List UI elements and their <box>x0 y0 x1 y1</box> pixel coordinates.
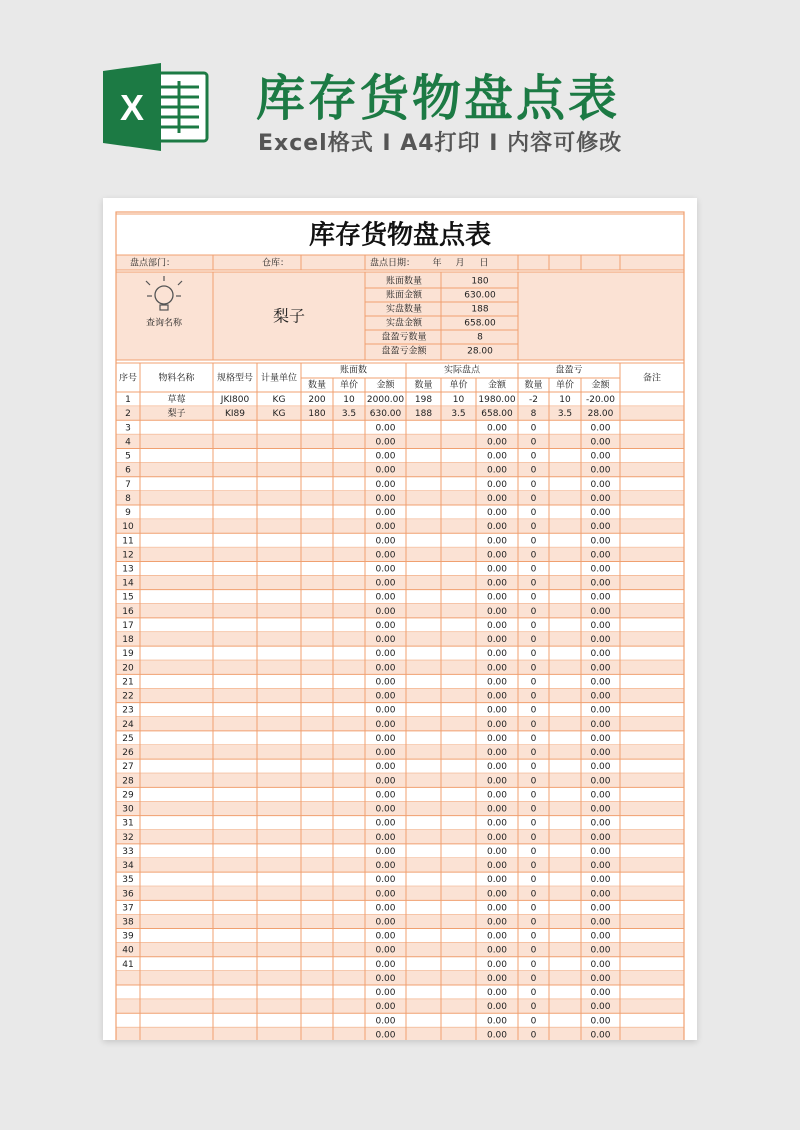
cell-seq: 16 <box>122 606 134 617</box>
header-seq: 序号 <box>118 373 138 384</box>
sheet-paper <box>103 198 697 1040</box>
cell-aa: 0.00 <box>486 903 508 914</box>
header-diff: 盘盈亏 <box>555 365 583 376</box>
cell-aa: 0.00 <box>486 945 508 956</box>
cell-bp: 3.5 <box>341 409 357 420</box>
date-day: 日 <box>479 258 489 269</box>
cell-seq: 15 <box>122 592 134 603</box>
cell-aa: 0.00 <box>486 493 508 504</box>
cell-ba: 0.00 <box>375 691 396 702</box>
cell-aa: 0.00 <box>486 917 508 928</box>
cell-seq: 17 <box>122 620 134 631</box>
cell-unit: KG <box>272 409 286 420</box>
date-label: 盘点日期： <box>370 258 416 269</box>
cell-aa: 0.00 <box>486 931 508 942</box>
cell-ba: 0.00 <box>375 846 396 857</box>
cell-ba: 0.00 <box>375 423 396 434</box>
cell-aa: 0.00 <box>486 776 508 787</box>
cell-aa: 0.00 <box>486 620 508 631</box>
cell-seq: 11 <box>122 536 134 547</box>
cell-aa: 0.00 <box>486 705 508 716</box>
cell-ba: 0.00 <box>375 606 396 617</box>
cell-dq: 0 <box>530 479 537 490</box>
cell-aa: 658.00 <box>481 409 513 420</box>
cell-aa: 0.00 <box>486 1030 508 1040</box>
cell-da: 0.00 <box>590 423 611 434</box>
cell-da: 0.00 <box>590 536 611 547</box>
warehouse-label: 仓库： <box>262 258 290 269</box>
cell-dq: 0 <box>530 705 537 716</box>
cell-dq: 0 <box>530 437 537 448</box>
cell-seq: 3 <box>125 423 131 434</box>
cell-da: 0.00 <box>590 861 611 872</box>
cell-ba: 0.00 <box>375 790 396 801</box>
cell-ba: 0.00 <box>375 875 396 886</box>
cell-ba: 0.00 <box>375 578 396 589</box>
cell-aa: 0.00 <box>486 578 508 589</box>
cell-dq: 0 <box>530 776 537 787</box>
inventory-sheet <box>103 198 697 1040</box>
cell-dq: 0 <box>530 818 537 829</box>
cell-seq: 25 <box>122 733 134 744</box>
cell-ba: 0.00 <box>375 945 396 956</box>
cell-dq: 0 <box>530 875 537 886</box>
cell-ba: 0.00 <box>375 832 396 843</box>
cell-dq: 0 <box>530 861 537 872</box>
summary-label: 实盘数量 <box>385 304 423 315</box>
cell-dq: 0 <box>530 762 537 773</box>
cell-seq: 32 <box>122 832 134 843</box>
banner <box>0 0 800 190</box>
cell-seq: 10 <box>122 522 134 533</box>
cell-da: 0.00 <box>590 677 611 688</box>
header-sub: 单价 <box>339 380 359 391</box>
cell-da: 0.00 <box>590 451 611 462</box>
cell-name: 梨子 <box>167 409 186 420</box>
sheet-title: 库存货物盘点表 <box>308 220 492 251</box>
summary-label: 账面金额 <box>385 290 423 301</box>
cell-seq: 33 <box>122 846 134 857</box>
cell-dp: 10 <box>559 395 571 406</box>
header-sub: 数量 <box>307 380 327 391</box>
date-month: 月 <box>455 258 465 269</box>
cell-seq: 34 <box>122 861 134 872</box>
cell-ba: 0.00 <box>375 973 396 984</box>
cell-seq: 22 <box>122 691 134 702</box>
cell-da: 0.00 <box>590 620 611 631</box>
cell-aa: 0.00 <box>486 973 508 984</box>
cell-ba: 0.00 <box>375 733 396 744</box>
cell-dq: 0 <box>530 846 537 857</box>
query-value: 梨子 <box>272 306 306 326</box>
cell-aa: 0.00 <box>486 804 508 815</box>
cell-aa: 0.00 <box>486 550 508 561</box>
summary-label: 实盘金额 <box>385 318 423 329</box>
cell-dq: 0 <box>530 917 537 928</box>
cell-ba: 0.00 <box>375 451 396 462</box>
cell-dq: 0 <box>530 733 537 744</box>
cell-ba: 0.00 <box>375 861 396 872</box>
cell-aa: 0.00 <box>486 748 508 759</box>
cell-da: -20.00 <box>585 395 616 406</box>
cell-aa: 0.00 <box>486 889 508 900</box>
cell-ba: 0.00 <box>375 493 396 504</box>
cell-dq: 0 <box>530 889 537 900</box>
cell-da: 28.00 <box>587 409 614 420</box>
cell-seq: 40 <box>122 945 134 956</box>
cell-ba: 0.00 <box>375 663 396 674</box>
logo-letter: X <box>119 87 145 128</box>
header-sub: 单价 <box>555 380 575 391</box>
summary-value: 630.00 <box>464 290 496 301</box>
cell-seq: 28 <box>122 776 134 787</box>
cell-ba: 0.00 <box>375 649 396 660</box>
cell-aa: 0.00 <box>486 423 508 434</box>
cell-da: 0.00 <box>590 635 611 646</box>
cell-aa: 0.00 <box>486 861 508 872</box>
cell-da: 0.00 <box>590 437 611 448</box>
cell-da: 0.00 <box>590 691 611 702</box>
cell-aa: 0.00 <box>486 606 508 617</box>
dept-label: 盘点部门： <box>130 258 176 269</box>
cell-name: 草莓 <box>167 395 186 406</box>
cell-seq: 19 <box>122 649 134 660</box>
cell-aq: 188 <box>414 409 433 420</box>
cell-ba: 0.00 <box>375 592 396 603</box>
cell-da: 0.00 <box>590 988 611 999</box>
summary-value: 188 <box>471 304 489 315</box>
cell-seq: 2 <box>125 409 131 420</box>
cell-da: 0.00 <box>590 1030 611 1040</box>
cell-ba: 0.00 <box>375 762 396 773</box>
cell-ba: 0.00 <box>375 776 396 787</box>
cell-da: 0.00 <box>590 748 611 759</box>
cell-ba: 0.00 <box>375 465 396 476</box>
cell-dq: 0 <box>530 719 537 730</box>
cell-dq: 8 <box>530 409 537 420</box>
cell-dq: 0 <box>530 748 537 759</box>
cell-seq: 12 <box>122 550 134 561</box>
cell-seq: 4 <box>125 437 131 448</box>
cell-ba: 2000.00 <box>366 395 405 406</box>
cell-seq: 35 <box>122 875 134 886</box>
cell-ba: 0.00 <box>375 959 396 970</box>
cell-da: 0.00 <box>590 592 611 603</box>
banner-title: 库存货物盘点表 <box>256 70 621 127</box>
summary-value: 8 <box>477 332 483 343</box>
cell-dq: 0 <box>530 550 537 561</box>
header-unit: 计量单位 <box>260 373 298 384</box>
cell-dq: 0 <box>530 465 537 476</box>
cell-dq: 0 <box>530 988 537 999</box>
cell-seq: 38 <box>122 917 134 928</box>
cell-aa: 0.00 <box>486 790 508 801</box>
summary-label: 盘盈亏金额 <box>381 346 427 357</box>
cell-seq: 7 <box>125 479 131 490</box>
cell-dq: 0 <box>530 493 537 504</box>
cell-dq: 0 <box>530 945 537 956</box>
cell-seq: 31 <box>122 818 134 829</box>
header-sub: 数量 <box>524 380 543 391</box>
cell-da: 0.00 <box>590 804 611 815</box>
cell-ba: 630.00 <box>369 409 402 420</box>
cell-da: 0.00 <box>590 1002 611 1013</box>
summary-value: 180 <box>471 276 489 287</box>
cell-ba: 0.00 <box>375 522 396 533</box>
cell-da: 0.00 <box>590 903 611 914</box>
banner-subtitle: Excel格式 I A4打印 I 内容可修改 <box>258 131 623 156</box>
cell-aa: 0.00 <box>486 649 508 660</box>
excel-logo-icon <box>103 63 213 151</box>
cell-dq: 0 <box>530 536 537 547</box>
cell-aa: 0.00 <box>486 536 508 547</box>
header-actual: 实际盘点 <box>443 365 481 376</box>
cell-dq: 0 <box>530 677 537 688</box>
cell-bq: 180 <box>308 409 326 420</box>
summary-label: 账面数量 <box>385 276 423 287</box>
cell-dq: 0 <box>530 1030 537 1040</box>
cell-seq: 24 <box>122 719 134 730</box>
header-sub: 金额 <box>376 380 395 391</box>
cell-da: 0.00 <box>590 790 611 801</box>
cell-da: 0.00 <box>590 846 611 857</box>
cell-dq: 0 <box>530 832 537 843</box>
cell-dq: 0 <box>530 620 537 631</box>
header-sub: 金额 <box>591 380 610 391</box>
cell-ba: 0.00 <box>375 437 396 448</box>
cell-dq: 0 <box>530 508 537 519</box>
cell-dq: 0 <box>530 1002 537 1013</box>
summary-value: 28.00 <box>467 346 493 357</box>
cell-aa: 0.00 <box>486 959 508 970</box>
cell-da: 0.00 <box>590 945 611 956</box>
cell-seq: 21 <box>122 677 134 688</box>
cell-da: 0.00 <box>590 663 611 674</box>
cell-seq: 36 <box>122 889 134 900</box>
cell-seq: 13 <box>122 564 134 575</box>
cell-seq: 18 <box>122 635 134 646</box>
cell-ba: 0.00 <box>375 620 396 631</box>
cell-dq: 0 <box>530 564 537 575</box>
cell-dq: 0 <box>530 903 537 914</box>
cell-seq: 1 <box>125 395 131 406</box>
cell-ap: 10 <box>452 395 465 406</box>
cell-ba: 0.00 <box>375 550 396 561</box>
cell-dq: 0 <box>530 635 537 646</box>
cell-da: 0.00 <box>590 508 611 519</box>
cell-seq: 5 <box>125 451 131 462</box>
cell-da: 0.00 <box>590 959 611 970</box>
cell-seq: 26 <box>122 748 134 759</box>
cell-ba: 0.00 <box>375 988 396 999</box>
cell-da: 0.00 <box>590 762 611 773</box>
cell-ba: 0.00 <box>375 536 396 547</box>
cell-da: 0.00 <box>590 832 611 843</box>
cell-da: 0.00 <box>590 493 611 504</box>
cell-ba: 0.00 <box>375 889 396 900</box>
cell-ba: 0.00 <box>375 931 396 942</box>
date-year: 年 <box>432 258 442 269</box>
cell-aa: 0.00 <box>486 733 508 744</box>
cell-aa: 0.00 <box>486 988 508 999</box>
cell-aa: 0.00 <box>486 1002 508 1013</box>
cell-ap: 3.5 <box>451 409 466 420</box>
cell-da: 0.00 <box>590 818 611 829</box>
cell-seq: 41 <box>122 959 134 970</box>
cell-aa: 0.00 <box>486 522 508 533</box>
cell-dq: 0 <box>530 663 537 674</box>
cell-ba: 0.00 <box>375 804 396 815</box>
cell-aa: 0.00 <box>486 677 508 688</box>
cell-da: 0.00 <box>590 973 611 984</box>
cell-seq: 23 <box>122 705 134 716</box>
cell-dq: 0 <box>530 691 537 702</box>
cell-aa: 0.00 <box>486 818 508 829</box>
cell-aa: 0.00 <box>486 719 508 730</box>
cell-seq: 37 <box>122 903 134 914</box>
cell-aa: 0.00 <box>486 479 508 490</box>
cell-dq: 0 <box>530 592 537 603</box>
cell-da: 0.00 <box>590 889 611 900</box>
cell-ba: 0.00 <box>375 1030 396 1040</box>
cell-aa: 0.00 <box>486 465 508 476</box>
cell-aa: 0.00 <box>486 437 508 448</box>
cell-dq: 0 <box>530 973 537 984</box>
cell-aa: 0.00 <box>486 691 508 702</box>
cell-aa: 0.00 <box>486 762 508 773</box>
cell-ba: 0.00 <box>375 903 396 914</box>
cell-da: 0.00 <box>590 931 611 942</box>
header-book: 账面数 <box>339 365 368 376</box>
cell-da: 0.00 <box>590 465 611 476</box>
cell-dq: 0 <box>530 1016 537 1027</box>
cell-ba: 0.00 <box>375 677 396 688</box>
cell-da: 0.00 <box>590 776 611 787</box>
cell-aa: 0.00 <box>486 846 508 857</box>
cell-spec: KI89 <box>224 409 246 420</box>
cell-ba: 0.00 <box>375 508 396 519</box>
cell-aa: 1980.00 <box>478 395 516 406</box>
cell-seq: 29 <box>122 790 134 801</box>
cell-aa: 0.00 <box>486 592 508 603</box>
cell-seq: 14 <box>122 578 134 589</box>
cell-da: 0.00 <box>590 564 611 575</box>
cell-da: 0.00 <box>590 733 611 744</box>
cell-seq: 9 <box>125 508 131 519</box>
cell-seq: 6 <box>125 465 131 476</box>
cell-dq: 0 <box>530 578 537 589</box>
cell-bp: 10 <box>343 395 355 406</box>
cell-seq: 8 <box>125 493 131 504</box>
cell-seq: 39 <box>122 931 134 942</box>
cell-ba: 0.00 <box>375 719 396 730</box>
cell-dq: 0 <box>530 606 537 617</box>
cell-spec: JKI800 <box>220 395 250 406</box>
header-remark: 备注 <box>642 373 662 384</box>
cell-aa: 0.00 <box>486 635 508 646</box>
cell-ba: 0.00 <box>375 635 396 646</box>
summary-label: 盘盈亏数量 <box>381 332 427 343</box>
cell-aa: 0.00 <box>486 564 508 575</box>
cell-ba: 0.00 <box>375 1002 396 1013</box>
cell-da: 0.00 <box>590 1016 611 1027</box>
header-spec: 规格型号 <box>216 373 254 384</box>
cell-bq: 200 <box>308 395 326 406</box>
cell-da: 0.00 <box>590 550 611 561</box>
cell-da: 0.00 <box>590 649 611 660</box>
cell-seq: 30 <box>122 804 134 815</box>
cell-aa: 0.00 <box>486 508 508 519</box>
cell-dq: 0 <box>530 959 537 970</box>
cell-dp: 3.5 <box>557 409 573 420</box>
cell-dq: -2 <box>529 395 538 406</box>
cell-ba: 0.00 <box>375 705 396 716</box>
cell-da: 0.00 <box>590 606 611 617</box>
cell-seq: 27 <box>122 762 134 773</box>
header-sub: 数量 <box>414 380 433 391</box>
cell-dq: 0 <box>530 790 537 801</box>
cell-dq: 0 <box>530 804 537 815</box>
cell-ba: 0.00 <box>375 1016 396 1027</box>
cell-unit: KG <box>272 395 286 406</box>
cell-da: 0.00 <box>590 875 611 886</box>
cell-da: 0.00 <box>590 719 611 730</box>
cell-aq: 198 <box>414 395 433 406</box>
header-name: 物料名称 <box>158 373 195 384</box>
header-sub: 金额 <box>487 380 507 391</box>
cell-ba: 0.00 <box>375 748 396 759</box>
cell-ba: 0.00 <box>375 564 396 575</box>
cell-ba: 0.00 <box>375 818 396 829</box>
cell-seq: 20 <box>122 663 134 674</box>
cell-ba: 0.00 <box>375 479 396 490</box>
cell-aa: 0.00 <box>486 663 508 674</box>
cell-da: 0.00 <box>590 578 611 589</box>
cell-da: 0.00 <box>590 917 611 928</box>
cell-dq: 0 <box>530 931 537 942</box>
cell-dq: 0 <box>530 451 537 462</box>
cell-dq: 0 <box>530 649 537 660</box>
cell-aa: 0.00 <box>486 1016 508 1027</box>
cell-aa: 0.00 <box>486 451 508 462</box>
cell-da: 0.00 <box>590 479 611 490</box>
cell-da: 0.00 <box>590 522 611 533</box>
query-label: 查询名称 <box>145 318 183 329</box>
header-sub: 单价 <box>449 380 468 391</box>
cell-aa: 0.00 <box>486 875 508 886</box>
cell-dq: 0 <box>530 423 537 434</box>
cell-dq: 0 <box>530 522 537 533</box>
cell-ba: 0.00 <box>375 917 396 928</box>
cell-da: 0.00 <box>590 705 611 716</box>
cell-aa: 0.00 <box>486 832 508 843</box>
summary-value: 658.00 <box>464 318 496 329</box>
